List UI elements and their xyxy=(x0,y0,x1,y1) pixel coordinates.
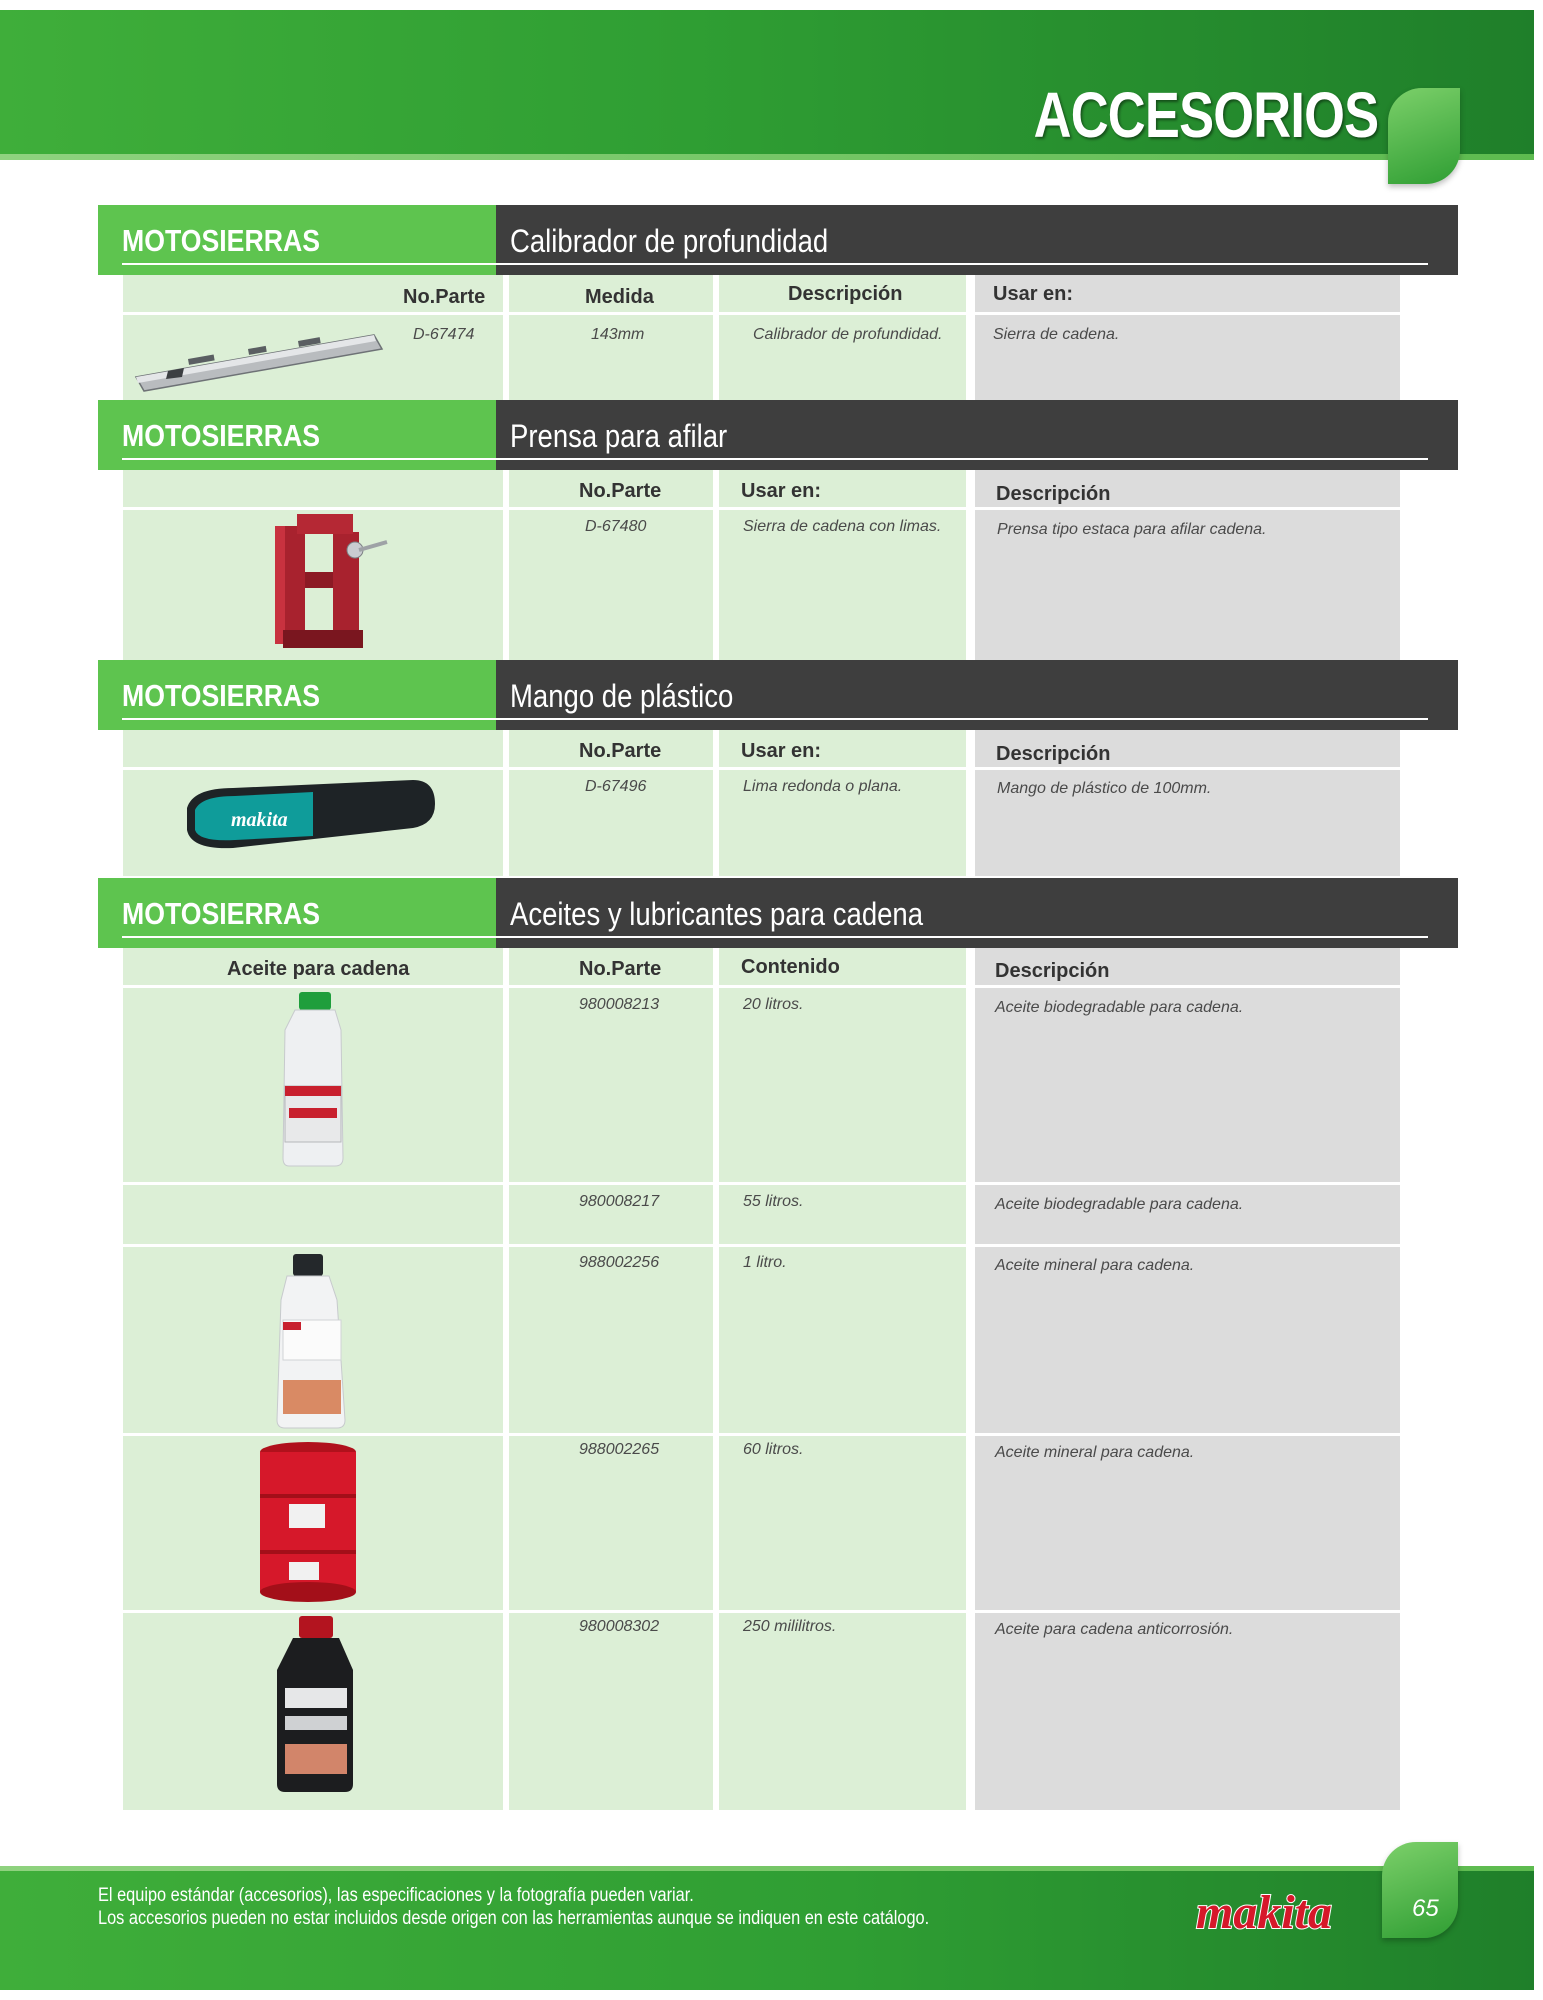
section-aceites xyxy=(98,878,1458,1813)
usar-en-value: Sierra de cadena con limas. xyxy=(743,518,942,535)
oil-bottle-image xyxy=(271,1250,355,1430)
leaf-icon xyxy=(1382,1842,1458,1938)
description-value: Mango de plástico de 100mm. xyxy=(997,780,1212,797)
part-number: D-67474 xyxy=(413,326,475,343)
sharpening-vise-image xyxy=(263,512,393,657)
column-header: Descripción xyxy=(996,483,1111,505)
usar-en-value: Sierra de cadena. xyxy=(993,326,1120,343)
product-table xyxy=(123,275,1400,400)
section-calibrador xyxy=(98,205,1458,400)
product-table xyxy=(123,948,1400,1810)
row-divider xyxy=(123,1182,1400,1185)
part-number: 980008217 xyxy=(579,1193,660,1210)
row-divider xyxy=(123,1244,1400,1247)
column-header: Contenido xyxy=(741,956,840,978)
column-header: Usar en: xyxy=(741,480,822,502)
column-header: No.Parte xyxy=(579,958,662,980)
section-title: Mango de plástico xyxy=(496,660,1458,730)
section-title: Prensa para afilar xyxy=(496,400,1458,470)
column-descripcion xyxy=(975,948,1400,1810)
category-label: MOTOSIERRAS xyxy=(98,660,496,730)
column-part xyxy=(509,948,713,1810)
oil-drum-image xyxy=(253,1438,363,1608)
usar-en-value: Lima redonda o plana. xyxy=(743,778,903,795)
depth-gauge-image xyxy=(128,315,388,395)
column-header: Descripción xyxy=(788,283,903,305)
column-header: Usar en: xyxy=(741,740,822,762)
column-header: Medida xyxy=(585,286,654,308)
section-prensa xyxy=(98,400,1458,660)
page-title: ACCESORIOS xyxy=(1033,79,1378,151)
row-divider xyxy=(123,985,1400,988)
part-number: 980008302 xyxy=(579,1618,660,1635)
part-number: D-67496 xyxy=(585,778,647,795)
makita-logo xyxy=(1192,1880,1382,1942)
medida-value: 143mm xyxy=(591,326,645,343)
description-value: Aceite biodegradable para cadena. xyxy=(995,999,1244,1016)
column-header: No.Parte xyxy=(403,286,486,308)
part-number: D-67480 xyxy=(585,518,647,535)
plastic-handle-image xyxy=(173,774,443,864)
row-divider xyxy=(123,1433,1400,1436)
section-title: Calibrador de profundidad xyxy=(496,205,1458,275)
disclaimer-line: El equipo estándar (accesorios), las especificaciones y la fotografía pueden variar. xyxy=(98,1885,694,1906)
section-header xyxy=(98,205,1458,275)
description-value: Aceite mineral para cadena. xyxy=(995,1257,1195,1274)
product-table xyxy=(123,730,1400,876)
row-divider xyxy=(123,767,1400,770)
category-label: MOTOSIERRAS xyxy=(98,400,496,470)
contenido-value: 55 litros. xyxy=(743,1193,804,1210)
svg-text:makita: makita xyxy=(1196,1886,1333,1939)
section-header xyxy=(98,878,1458,948)
disclaimer-line: Los accesorios pueden no estar incluidos desde origen con las herramientas aunque se indiquen en este catálogo. xyxy=(98,1908,930,1929)
part-number: 988002265 xyxy=(579,1441,660,1458)
description-value: Prensa tipo estaca para afilar cadena. xyxy=(997,521,1267,538)
section-header xyxy=(98,660,1458,730)
contenido-value: 20 litros. xyxy=(743,996,804,1013)
column-header: Aceite para cadena xyxy=(227,958,410,980)
oil-bottle-image xyxy=(271,1614,363,1796)
section-mango xyxy=(98,660,1458,880)
column-header: Descripción xyxy=(996,743,1111,765)
page-number: 65 xyxy=(1412,1895,1439,1922)
contenido-value: 1 litro. xyxy=(743,1254,787,1271)
oil-bottle-image xyxy=(275,990,355,1170)
column-header: Descripción xyxy=(995,960,1110,982)
row-divider xyxy=(123,507,1400,510)
section-title: Aceites y lubricantes para cadena xyxy=(496,878,1458,948)
section-header xyxy=(98,400,1458,470)
disclaimer xyxy=(98,1884,929,1930)
category-label: MOTOSIERRAS xyxy=(98,878,496,948)
column-contenido xyxy=(719,948,966,1810)
leaf-icon xyxy=(1388,88,1460,184)
contenido-value: 60 litros. xyxy=(743,1441,804,1458)
svg-text:makita: makita xyxy=(231,809,288,831)
part-number: 988002256 xyxy=(579,1254,660,1271)
part-number: 980008213 xyxy=(579,996,660,1013)
description-value: Aceite para cadena anticorrosión. xyxy=(995,1621,1234,1638)
contenido-value: 250 mililitros. xyxy=(743,1618,837,1635)
category-label: MOTOSIERRAS xyxy=(98,205,496,275)
description-value: Aceite biodegradable para cadena. xyxy=(995,1196,1244,1213)
row-divider xyxy=(123,1610,1400,1613)
description-value: Aceite mineral para cadena. xyxy=(995,1444,1195,1461)
description-value: Calibrador de profundidad. xyxy=(753,326,943,343)
product-table xyxy=(123,470,1400,660)
column-header: Usar en: xyxy=(993,283,1074,305)
column-header: No.Parte xyxy=(579,740,662,762)
column-header: No.Parte xyxy=(579,480,662,502)
